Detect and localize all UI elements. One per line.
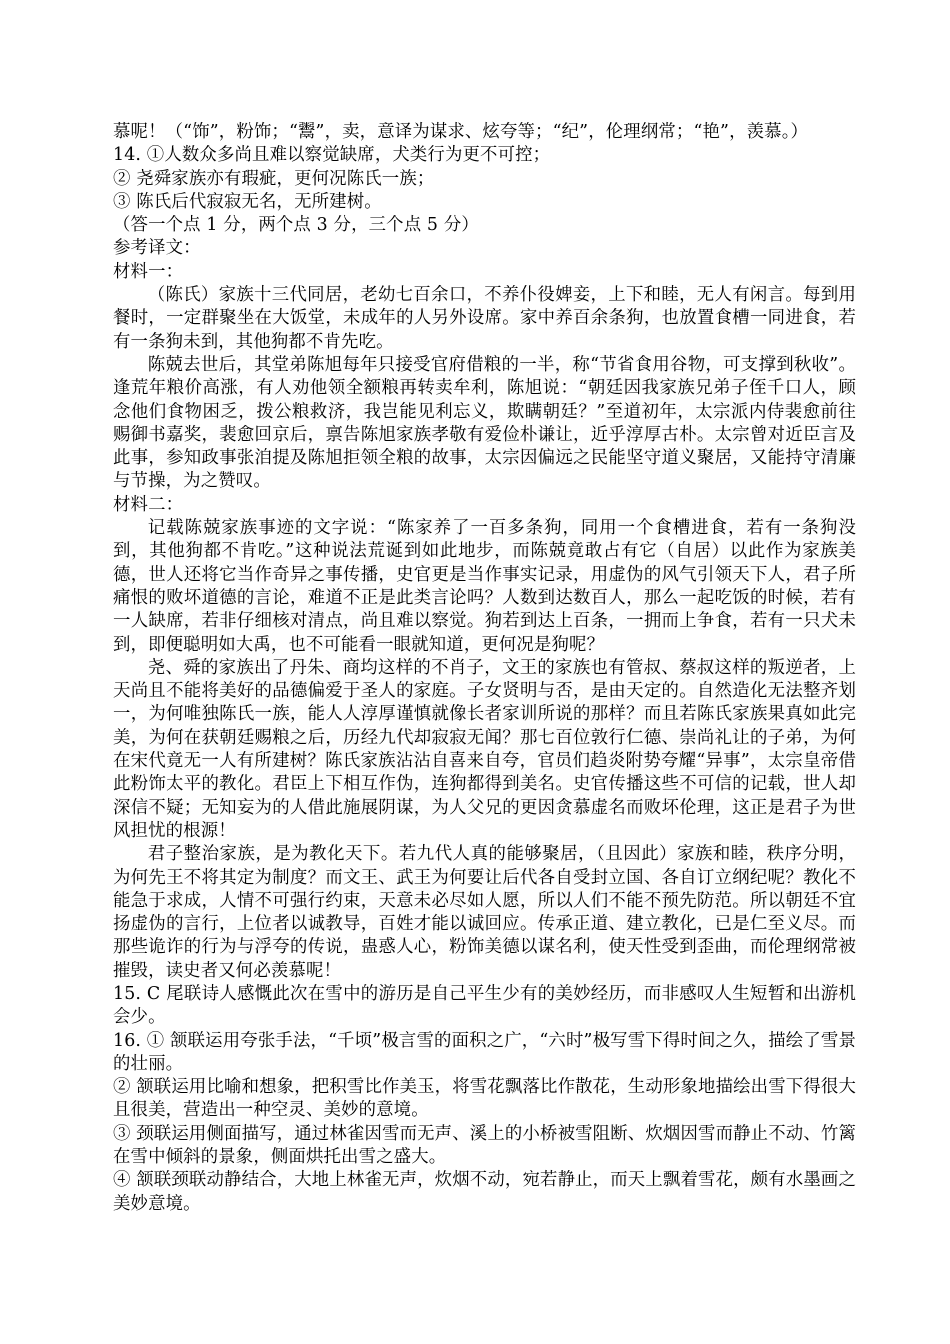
answer-14-point-1: 14. ①人数众多尚且难以察觉缺席，犬类行为更不可控； — [113, 145, 551, 166]
answer-16-point-4: ④ 颔联颈联动静结合，大地上林雀无声，炊烟不动，宛若静止，而天上飘着雪花，颇有水墨画之美妙意境。 — [113, 1170, 856, 1214]
material-two-paragraph-3: 君子整治家族，是为教化天下。若九代人真的能够聚居，（且因此）家族和睦，秩序分明，为何先王不将其定为制度？而文王、武王为何要让后代各自受封立国、各自订立纲纪呢？教化不能急于求成，人情不可强行约束，天意未必尽如人愿，所以人们不能不预先防范。所以朝廷不宜扬虚伪的言行，上位者以诚教导，百姓才能以诚回应。传承正道、建立教化，已是仁至义尽。而那些诡诈的行为与浮夸的传说，蛊惑人心，粉饰美德以谋名利，使天性受到歪曲，而伦理纲常被摧毁，读史者又何必羡慕呢！ — [113, 844, 856, 981]
material-one-paragraph-2: 陈兢去世后，其堂弟陈旭每年只接受官府借粮的一半，称“节省食用谷物，可支撑到秋收”。逢荒年粮价高涨，有人劝他领全额粮再转卖牟利，陈旭说：“朝廷因我家族兄弟子侄千口人，顾念他们食物困乏，拨公粮救济，我岂能见利忘义，欺瞒朝廷？”至道初年，太宗派内侍裴愈前往赐御书嘉奖，裴愈回京后，禀告陈旭家族孝敬有爱俭朴谦让，近乎淳厚古朴。太宗曾对近臣言及此事，参知政事张洎提及陈旭拒领全粮的故事，太宗因偏远之民能坚守道义聚居，又能持守清廉与节操，为之赞叹。 — [113, 354, 856, 492]
answer-16-point-1: 16. ① 颔联运用夸张手法，“千顷”极言雪的面积之广，“六时”极写雪下得时间之久，描绘了雪景的壮丽。 — [113, 1030, 856, 1074]
material-one-paragraph-1: （陈氏）家族十三代同居，老幼七百余口，不养仆役婢妾，上下和睦，无人有闲言。每到用餐时，一定群聚坐在大饭堂，未成年的人另外设席。家中养百余条狗，也放置食槽一同进食，若有一条狗未到，其他狗都不肯先吃。 — [113, 285, 856, 352]
answer-16-point-3: ③ 颈联运用侧面描写，通过林雀因雪而无声、溪上的小桥被雪阻断、炊烟因雪而静止不动、竹篱在雪中倾斜的景象，侧面烘托出雪之盛大。 — [113, 1123, 856, 1168]
material-two-paragraph-1: 记载陈兢家族事迹的文字说：“陈家养了一百多条狗，同用一个食槽进食，若有一条狗没到，其他狗都不肯吃。”这种说法荒诞到如此地步，而陈兢竟敢占有它（自居）以此作为家族美德，世人还将它当作奇异之事传播，史官更是当作事实记录，用虚伪的风气引领天下人，君子所痛恨的败坏道德的言论，难道不正是此类言论吗？人数到达数百人，那么一起吃饭的时候，若有一人缺席，若非仔细核对清点，尚且难以察觉。狗若到达上百条，一拥而上争食，若有一只犬未到，即便聪明如大禹，也不可能看一眼就知道，更何况是狗呢？ — [113, 518, 856, 655]
answer-14-point-3: ③ 陈氏后代寂寂无名，无所建树。 — [113, 191, 382, 212]
material-one-heading: 材料一： — [113, 261, 184, 282]
material-two-heading: 材料二： — [113, 494, 184, 515]
reference-translation-heading: 参考译文： — [113, 238, 201, 259]
material-two-paragraph-2: 尧、舜的家族出了丹朱、商均这样的不肖子，文王的家族也有管叔、蔡叔这样的叛逆者，上天尚且不能将美好的品德偏爱于圣人的家庭。子女贤明与否，是由天定的。自然造化无法整齐划一，为何唯独陈氏一族，能人人淳厚谨慎就像长者家训所说的那样？而且若陈氏家族果真如此完美，为何在获朝廷赐粮之后，历经九代却寂寂无闻？那七百位敦行仁德、崇尚礼让的子弟，为何在宋代竟无一人有所建树？陈氏家族沾沾自喜来自夸，官员们趋炎附势夸耀“异事”，太宗皇帝借此粉饰太平的教化。君臣上下相互作伪，连狗都得到美名。史官传播这些不可信的记载，世人却深信不疑；无知妄为的人借此施展阴谋，为人父兄的更因贪慕虚名而败坏伦理，这正是君子为世风担忧的根源！ — [113, 657, 856, 841]
answer-16-point-2: ② 颔联运用比喻和想象，把积雪比作美玉，将雪花飘落比作散花，生动形象地描绘出雪下得很大且很美，营造出一种空灵、美妙的意境。 — [113, 1077, 856, 1121]
answer-15: 15. C 尾联诗人感慨此次在雪中的游历是自己平生少有的美妙经历，而非感叹人生短暂和出游机会少。 — [113, 983, 856, 1028]
text-line-continuation: 慕呢！（“饰”，粉饰；“鬻”，卖，意译为谋求、炫夸等；“纪”，伦理纲常；“艳”，羡慕。） — [113, 122, 809, 142]
document-page — [113, 121, 856, 1216]
scoring-note: （答一个点 1 分，两个点 3 分，三个点 5 分） — [113, 215, 479, 236]
answer-14-point-2: ② 尧舜家族亦有瑕疵，更何况陈氏一族； — [113, 168, 435, 189]
